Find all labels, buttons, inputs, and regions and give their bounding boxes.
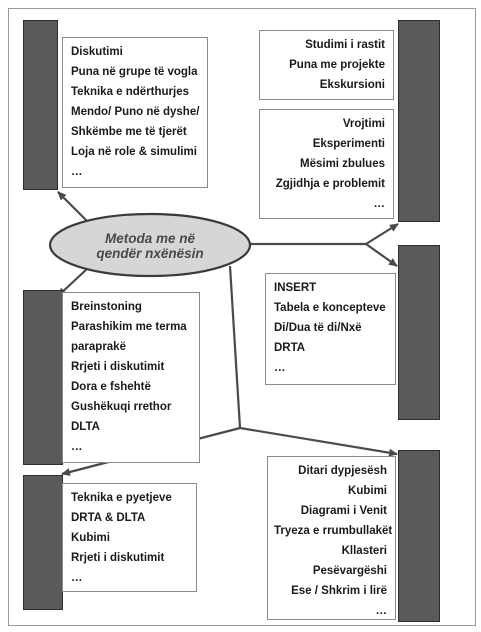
- list-item: Puna me projekte: [289, 59, 385, 71]
- center-title-line2: qendër nxënësin: [96, 246, 204, 261]
- list-item: Dora e fshehtë: [71, 381, 151, 393]
- list-item: …: [373, 198, 385, 210]
- box-mid-left: [62, 292, 200, 463]
- arrow-to-bottom-right: [240, 428, 397, 454]
- bar-bottom-left: [23, 475, 63, 610]
- box-mid-right: [265, 273, 396, 385]
- list-item: Teknika e pyetjeve: [71, 492, 172, 504]
- bar-mid-right: [398, 245, 440, 420]
- list-item: Kubimi: [71, 532, 110, 544]
- center-title-line1: Metoda me në: [104, 231, 196, 246]
- list-item: Puna në grupe të vogla: [71, 66, 198, 78]
- list-item: paraprakë: [71, 341, 126, 353]
- list-item: Loja në role & simulimi: [71, 146, 197, 158]
- box-top-left: [62, 37, 208, 188]
- list-item: Teknika e ndërthurjes: [71, 86, 190, 98]
- bar-mid-left: [23, 290, 63, 465]
- list-item: Di/Dua të di/Nxë: [274, 322, 362, 334]
- list-item: Pesëvargëshi: [312, 565, 387, 577]
- list-item: Breinstoning: [71, 301, 142, 313]
- list-item: Diskutimi: [71, 46, 123, 58]
- line-down: [230, 266, 240, 428]
- box-bottom-right: [267, 456, 396, 620]
- list-item: Parashikim me terma: [71, 321, 187, 333]
- list-item: Vrojtimi: [342, 118, 385, 130]
- list-item: Kllasteri: [341, 545, 387, 557]
- list-item: Ekskursioni: [319, 79, 385, 91]
- arrow-to-top-right: [366, 224, 398, 244]
- list-item: …: [71, 572, 83, 584]
- list-item: Tabela e koncepteve: [274, 302, 386, 314]
- box-top-right-a: [259, 30, 394, 100]
- list-item: …: [71, 441, 83, 453]
- list-item: Eksperimenti: [312, 138, 385, 150]
- list-item: Gushëkuqi rrethor: [71, 401, 172, 413]
- list-item: Shkëmbe me të tjerët: [71, 126, 187, 138]
- list-item: Studimi i rastit: [305, 39, 385, 51]
- list-item: Ese / Shkrim i lirë: [291, 585, 387, 597]
- list-item: INSERT: [274, 282, 317, 294]
- list-item: Rrjeti i diskutimit: [71, 361, 165, 373]
- center-title: [52, 218, 248, 274]
- list-item: …: [375, 605, 387, 617]
- list-item: DRTA & DLTA: [71, 512, 146, 524]
- list-item: Ditari dypjesësh: [298, 465, 387, 477]
- bar-top-left: [23, 20, 58, 190]
- list-item: Rrjeti i diskutimit: [71, 552, 165, 564]
- list-item: …: [274, 362, 286, 374]
- list-item: Tryeza e rrumbullakët: [274, 525, 393, 537]
- list-item: …: [71, 166, 83, 178]
- list-item: Mendo/ Puno në dyshe/: [71, 106, 200, 118]
- list-item: DLTA: [71, 421, 100, 433]
- list-item: Zgjidhja e problemit: [275, 178, 385, 190]
- arrow-to-mid-right: [366, 244, 397, 266]
- bar-top-right: [398, 20, 440, 222]
- box-top-right-b: [259, 109, 394, 219]
- box-bottom-left: [62, 483, 197, 592]
- list-item: Mësimi zbulues: [300, 158, 385, 170]
- bar-bottom-right: [398, 450, 440, 622]
- list-item: DRTA: [274, 342, 306, 354]
- list-item: Diagrami i Venit: [300, 505, 387, 517]
- list-item: Kubimi: [348, 485, 387, 497]
